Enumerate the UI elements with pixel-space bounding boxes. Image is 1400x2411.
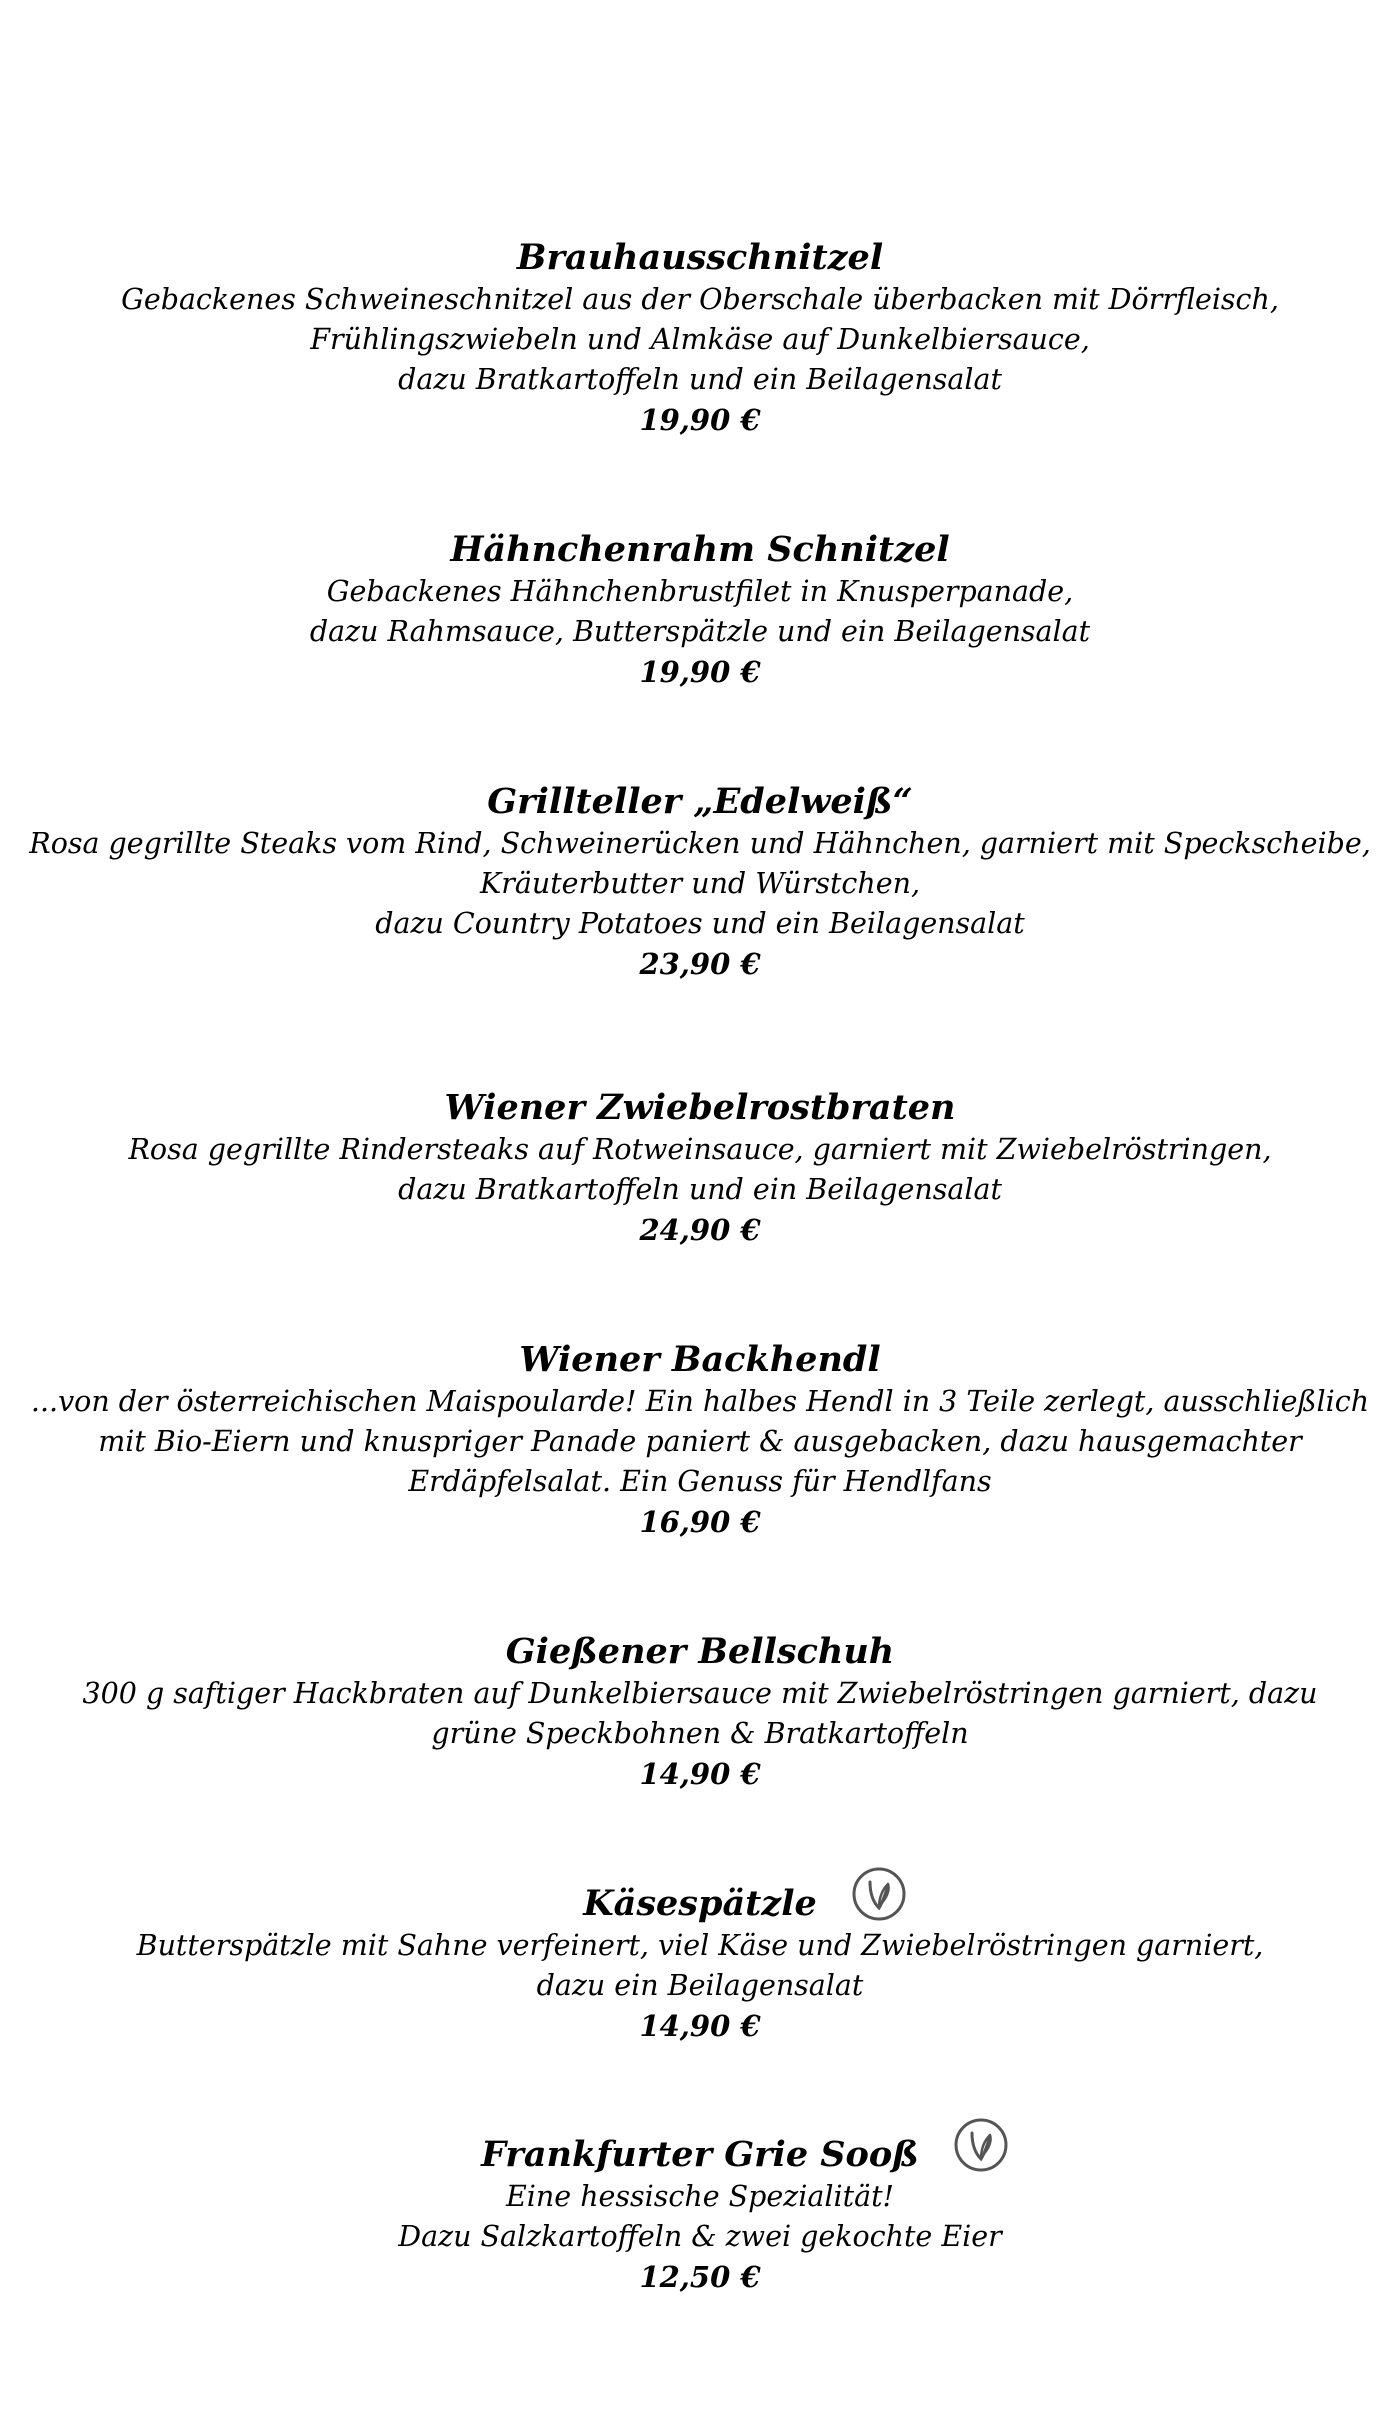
dish-description-line: Gebackenes Hähnchenbrustfilet in Knusperpanade, bbox=[326, 575, 1074, 608]
dish-description bbox=[0, 280, 1400, 400]
dish-description bbox=[0, 1382, 1400, 1502]
dish-brauhausschnitzel bbox=[0, 236, 1400, 440]
dish-description-line: dazu Bratkartoffeln und ein Beilagensalat bbox=[398, 1173, 1002, 1206]
dish-price: 19,90 € bbox=[639, 655, 761, 689]
dish-title: Hähnchenrahm Schnitzel bbox=[450, 529, 950, 570]
dish-description bbox=[0, 572, 1400, 652]
dish-description-line: Gebackenes Schweineschnitzel aus der Oberschale überbacken mit Dörrfleisch, bbox=[121, 283, 1279, 316]
vegetarian-leaf-icon bbox=[851, 1866, 907, 1922]
dish-title-text: Frankfurter Grie Sooß bbox=[481, 2134, 919, 2175]
dish-price: 14,90 € bbox=[639, 2009, 761, 2043]
dish-wiener-backhendl bbox=[0, 1338, 1400, 1542]
dish-description-line: Rosa gegrillte Rindersteaks auf Rotweinsauce, garniert mit Zwiebelröstringen, bbox=[128, 1133, 1272, 1166]
dish-price: 14,90 € bbox=[639, 1757, 761, 1791]
dish-description-line: 300 g saftiger Hackbraten auf Dunkelbiersauce mit Zwiebelröstringen garniert, dazu bbox=[82, 1677, 1318, 1710]
dish-description-line: Dazu Salzkartoffeln & zwei gekochte Eier bbox=[398, 2220, 1002, 2253]
dish-description bbox=[0, 2177, 1400, 2257]
dish-description-line: grüne Speckbohnen & Bratkartoffeln bbox=[431, 1717, 969, 1750]
dish-haehnchenrahm-schnitzel bbox=[0, 528, 1400, 692]
dish-description-line: Erdäpfelsalat. Ein Genuss für Hendlfans bbox=[408, 1465, 992, 1498]
dish-description-line: ...von der österreichischen Maispoularde! Ein halbes Hendl in 3 Teile zerlegt, ausschließlich bbox=[30, 1385, 1370, 1418]
dish-title: Brauhausschnitzel bbox=[516, 237, 884, 278]
dish-title-text: Käsespätzle bbox=[583, 1883, 817, 1924]
dish-price: 12,50 € bbox=[639, 2260, 761, 2294]
dish-wiener-zwiebelrostbraten bbox=[0, 1086, 1400, 1250]
dish-description-line: dazu Rahmsauce, Butterspätzle und ein Beilagensalat bbox=[309, 615, 1091, 648]
dish-description bbox=[0, 824, 1400, 944]
dish-description-line: Rosa gegrillte Steaks vom Rind, Schweinerücken und Hähnchen, garniert mit Speckscheibe, bbox=[29, 827, 1371, 860]
dish-description-line: Butterspätzle mit Sahne verfeinert, viel Käse und Zwiebelröstringen garniert, bbox=[136, 1929, 1264, 1962]
vegetarian-leaf-icon bbox=[953, 2117, 1009, 2173]
dish-grillteller-edelweiss bbox=[0, 780, 1400, 984]
dish-description-line: dazu ein Beilagensalat bbox=[536, 1969, 864, 2002]
dish-title: Gießener Bellschuh bbox=[505, 1631, 895, 1672]
dish-title: Grillteller „Edelweiß“ bbox=[487, 781, 913, 822]
dish-description bbox=[0, 1926, 1400, 2006]
dish-title: Wiener Zwiebelrostbraten bbox=[444, 1087, 956, 1128]
dish-description bbox=[0, 1130, 1400, 1210]
dish-title: Wiener Backhendl bbox=[519, 1339, 881, 1380]
dish-price: 19,90 € bbox=[639, 403, 761, 437]
dish-description-line: dazu Country Potatoes und ein Beilagensalat bbox=[375, 907, 1025, 940]
dish-frankfurter-grie-soos bbox=[0, 2133, 1400, 2297]
dish-price: 16,90 € bbox=[639, 1505, 761, 1539]
dish-title bbox=[583, 1882, 817, 1926]
dish-price: 23,90 € bbox=[639, 947, 761, 981]
dish-description-line: mit Bio-Eiern und knuspriger Panade paniert & ausgebacken, dazu hausgemachter bbox=[98, 1425, 1302, 1458]
dish-description-line: Kräuterbutter und Würstchen, bbox=[479, 867, 921, 900]
dish-giessener-bellschuh bbox=[0, 1630, 1400, 1794]
dish-description bbox=[0, 1674, 1400, 1754]
dish-price: 24,90 € bbox=[639, 1213, 761, 1247]
dish-title bbox=[481, 2133, 919, 2177]
dish-description-line: Frühlingszwiebeln und Almkäse auf Dunkelbiersauce, bbox=[310, 323, 1090, 356]
dish-description-line: Eine hessische Spezialität! bbox=[506, 2180, 894, 2213]
dish-kaesespaetzle bbox=[0, 1882, 1400, 2046]
dish-description-line: dazu Bratkartoffeln und ein Beilagensalat bbox=[398, 363, 1002, 396]
